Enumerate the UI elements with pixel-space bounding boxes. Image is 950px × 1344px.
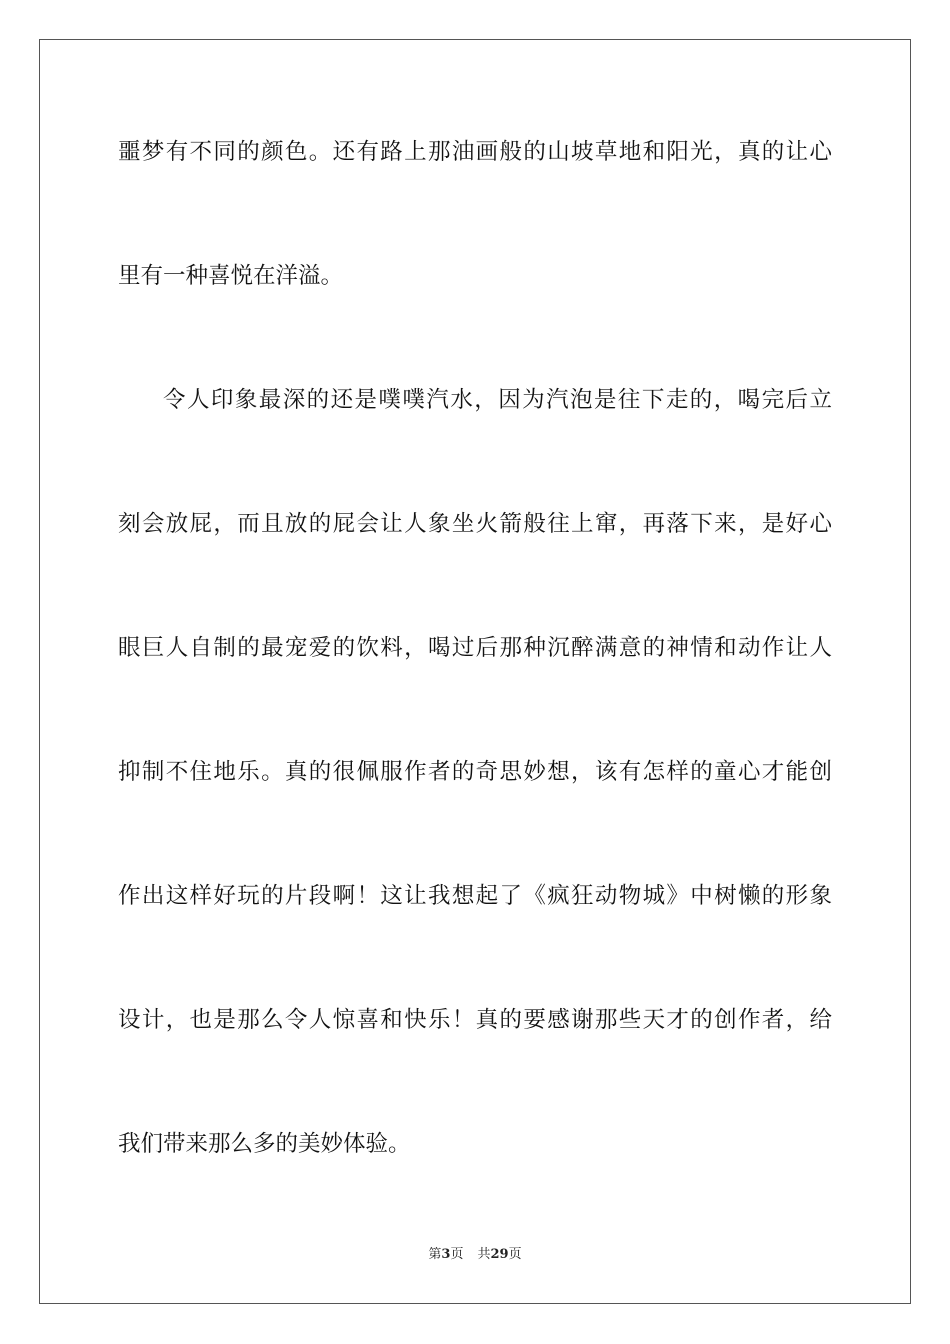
text-line: 里有一种喜悦在洋溢。 <box>118 263 344 289</box>
text-line: 眼巨人自制的最宠爱的饮料，喝过后那种沉醉满意的神情和动作让人 <box>118 635 832 661</box>
total-prefix: 共 <box>477 1247 491 1262</box>
page-border <box>39 39 911 1304</box>
page-number: 3 <box>441 1247 451 1262</box>
text-line: 抑制不住地乐。真的很佩服作者的奇思妙想，该有怎样的童心才能创 <box>118 759 832 785</box>
page-prefix: 第 <box>428 1247 442 1262</box>
total-pages: 29 <box>490 1247 509 1262</box>
page-suffix: 页 <box>450 1247 464 1262</box>
text-line: 我们带来那么多的美妙体验。 <box>118 1131 411 1157</box>
text-line: 设计，也是那么令人惊喜和快乐！真的要感谢那些天才的创作者，给 <box>118 1007 832 1033</box>
text-line: 令人印象最深的还是噗噗汽水，因为汽泡是往下走的，喝完后立 <box>163 387 832 413</box>
page-footer <box>0 1246 950 1264</box>
text-line: 刻会放屁，而且放的屁会让人象坐火箭般往上窜，再落下来，是好心 <box>118 511 832 537</box>
text-line: 作出这样好玩的片段啊！这让我想起了《疯狂动物城》中树懒的形象 <box>118 883 832 909</box>
text-line: 噩梦有不同的颜色。还有路上那油画般的山坡草地和阳光，真的让心 <box>118 139 832 165</box>
total-suffix: 页 <box>508 1247 522 1262</box>
